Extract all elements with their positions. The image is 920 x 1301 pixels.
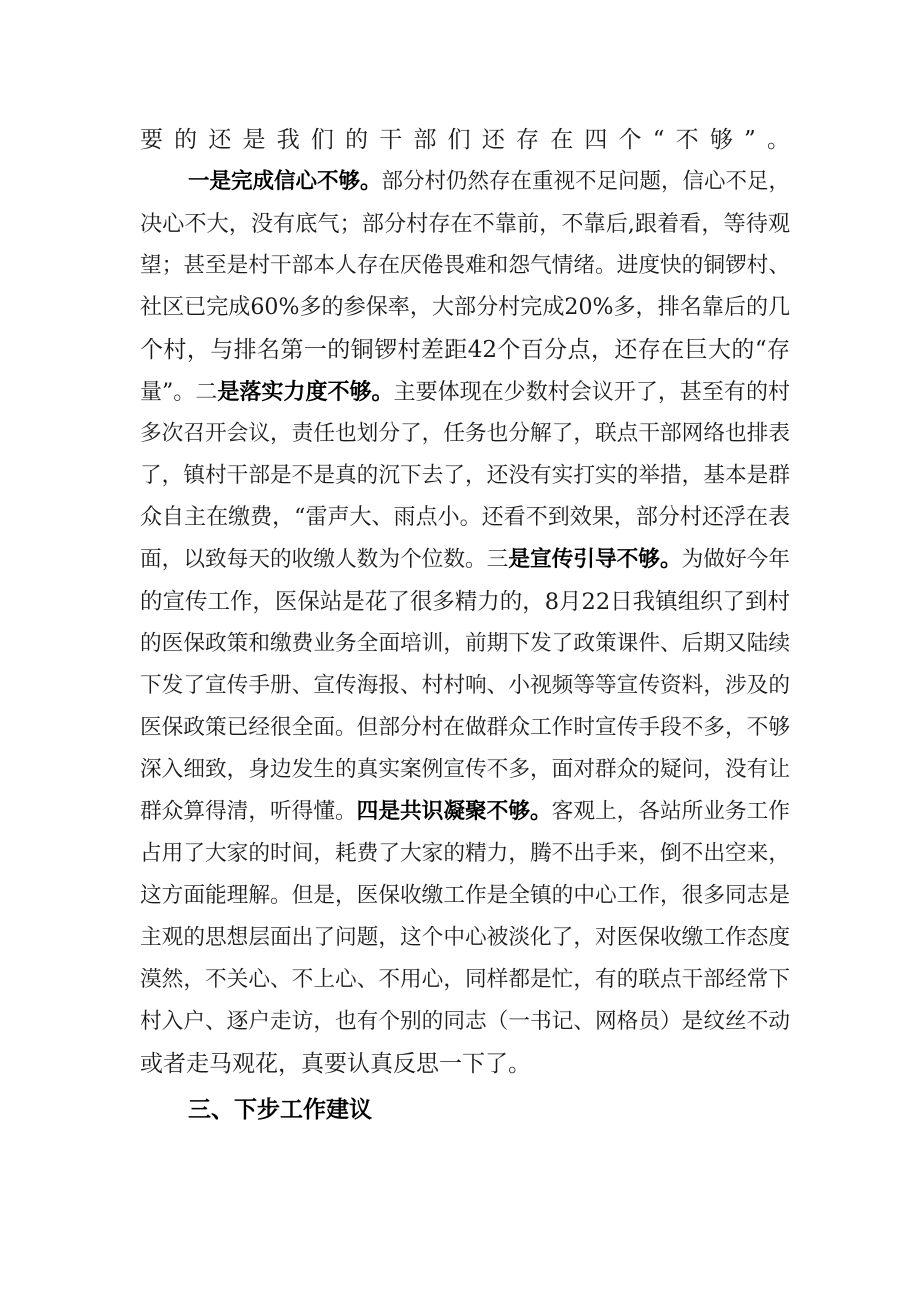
text-segment: 客观上，各站所业务工作 — [551, 799, 790, 824]
text-segment: 群众算得清，听得懂。 — [140, 799, 357, 824]
text-segment: 的医保政策和缴费业务全面培训，前期下发了政策课件、后期又陆续 — [140, 631, 790, 656]
text-segment: 为做好今年 — [681, 547, 790, 572]
text-segment: 要的还是我们的干部们还存在四个“不够”。 — [140, 127, 790, 153]
text-line-23 — [140, 1044, 790, 1084]
section-heading — [188, 1090, 372, 1130]
text-segment: 部分村仍然存在重视不足问题，信心不足， — [381, 169, 791, 194]
text-segment: 这方面能理解。但是，医保收缴工作是全镇的中心工作，很多同志是 — [140, 883, 790, 908]
text-segment: 或者走马观花，真要认真反思一下了。 — [140, 1051, 531, 1077]
text-line-10 — [140, 498, 790, 538]
text-segment: 深入细致，身边发生的真实案例宣传不多，面对群众的疑问，没有让 — [140, 757, 790, 782]
text-line-6 — [140, 330, 790, 370]
text-line-19 — [140, 876, 790, 916]
text-segment: 决心不大，没有底气；部分村存在不靠前，不靠后,跟着看，等待观 — [140, 211, 791, 237]
text-segment: 众自主在缴费，“雷声大、雨点小。还看不到效果，部分村还浮在表 — [140, 505, 790, 530]
bold-heading-segment: 一是完成信心不够。 — [188, 169, 382, 194]
text-segment: 了，镇村干部是不是真的沉下去了，还没有实打实的举措，基本是群 — [140, 463, 790, 488]
text-line-12 — [140, 582, 790, 622]
text-segment: 的宣传工作，医保站是花了很多精力的，8月22日我镇组织了到村 — [140, 589, 790, 615]
text-segment: 主观的思想层面出了问题，这个中心被淡化了，对医保收缴工作态度 — [140, 925, 790, 950]
text-line-3 — [140, 204, 790, 244]
text-line-9 — [140, 456, 790, 496]
text-line-11 — [140, 540, 790, 580]
text-segment: 量”。二 — [140, 380, 218, 405]
text-line-14 — [140, 666, 790, 706]
text-line-5 — [140, 288, 790, 328]
text-segment: 下发了宣传手册、宣传海报、村村响、小视频等等宣传资料，涉及的 — [140, 673, 790, 698]
text-segment: 占用了大家的时间，耗费了大家的精力，腾不出手来，倒不出空来， — [140, 841, 790, 866]
text-segment: 望；甚至是村干部本人存在厌倦畏难和怨气情绪。进度快的铜锣村、 — [140, 253, 790, 278]
text-segment: 社区已完成60%多的参保率，大部分村完成20%多，排名靠后的几 — [140, 295, 791, 320]
text-line-16 — [140, 750, 790, 790]
text-line-4 — [140, 246, 790, 286]
bold-heading-segment: 四是共识凝聚不够。 — [356, 799, 552, 824]
text-line-22 — [140, 1002, 790, 1042]
text-segment: 主要体现在少数村会议开了，甚至有的村 — [393, 380, 790, 405]
text-segment: 漠然，不关心、不上心、不用心，同样都是忙，有的联点干部经常下 — [140, 967, 790, 992]
text-segment: 多次召开会议，责任也划分了，任务也分解了，联点干部网络也排表 — [140, 421, 790, 446]
text-line-15 — [140, 708, 790, 748]
text-segment: 个村，与排名第一的铜锣村差距42个百分点，还存在巨大的“存 — [140, 337, 790, 363]
text-line-18 — [140, 834, 790, 874]
section-heading-text: 三、下步工作建议 — [188, 1096, 372, 1123]
text-line-7 — [140, 372, 790, 412]
text-segment: 医保政策已经很全面。但部分村在做群众工作时宣传手段不多，不够 — [140, 715, 790, 740]
text-segment: 面，以致每天的收缴人数为个位数。三 — [140, 547, 509, 572]
text-segment: 村入户、逐户走访，也有个别的同志（一书记、网格员）是纹丝不动 — [140, 1009, 790, 1034]
text-line-8 — [140, 414, 790, 454]
text-line-17 — [140, 792, 790, 832]
text-line-1 — [140, 120, 790, 160]
text-line-13 — [140, 624, 790, 664]
text-line-20 — [140, 918, 790, 958]
bold-heading-segment: 是落实力度不够。 — [217, 379, 394, 405]
bold-heading-segment: 是宣传引导不够。 — [508, 547, 682, 572]
text-line-2 — [188, 162, 790, 202]
text-line-21 — [140, 960, 790, 1000]
